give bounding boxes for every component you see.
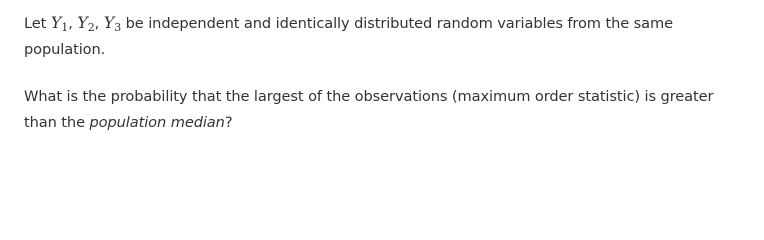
emphasized-term: population median <box>89 114 225 131</box>
paragraph-definition <box>24 10 744 63</box>
variable-y2: $Y_2$ <box>77 13 95 34</box>
variable-y1: $Y_1$ <box>50 13 69 34</box>
paragraph-intro-text: Let <box>24 15 51 32</box>
paragraph-question <box>24 84 744 136</box>
question-text <box>24 10 744 136</box>
question-text-main: What is the probability that the largest of the observations (maximum order statistic) is greater than the <box>24 88 714 131</box>
variable-y3: $Y_3$ <box>103 13 122 34</box>
separator: , <box>94 15 104 32</box>
paragraph-definition-text: be independent and identically distributed random variables from the same population. <box>24 15 673 58</box>
separator: , <box>68 15 78 32</box>
question-mark: ? <box>224 114 233 131</box>
